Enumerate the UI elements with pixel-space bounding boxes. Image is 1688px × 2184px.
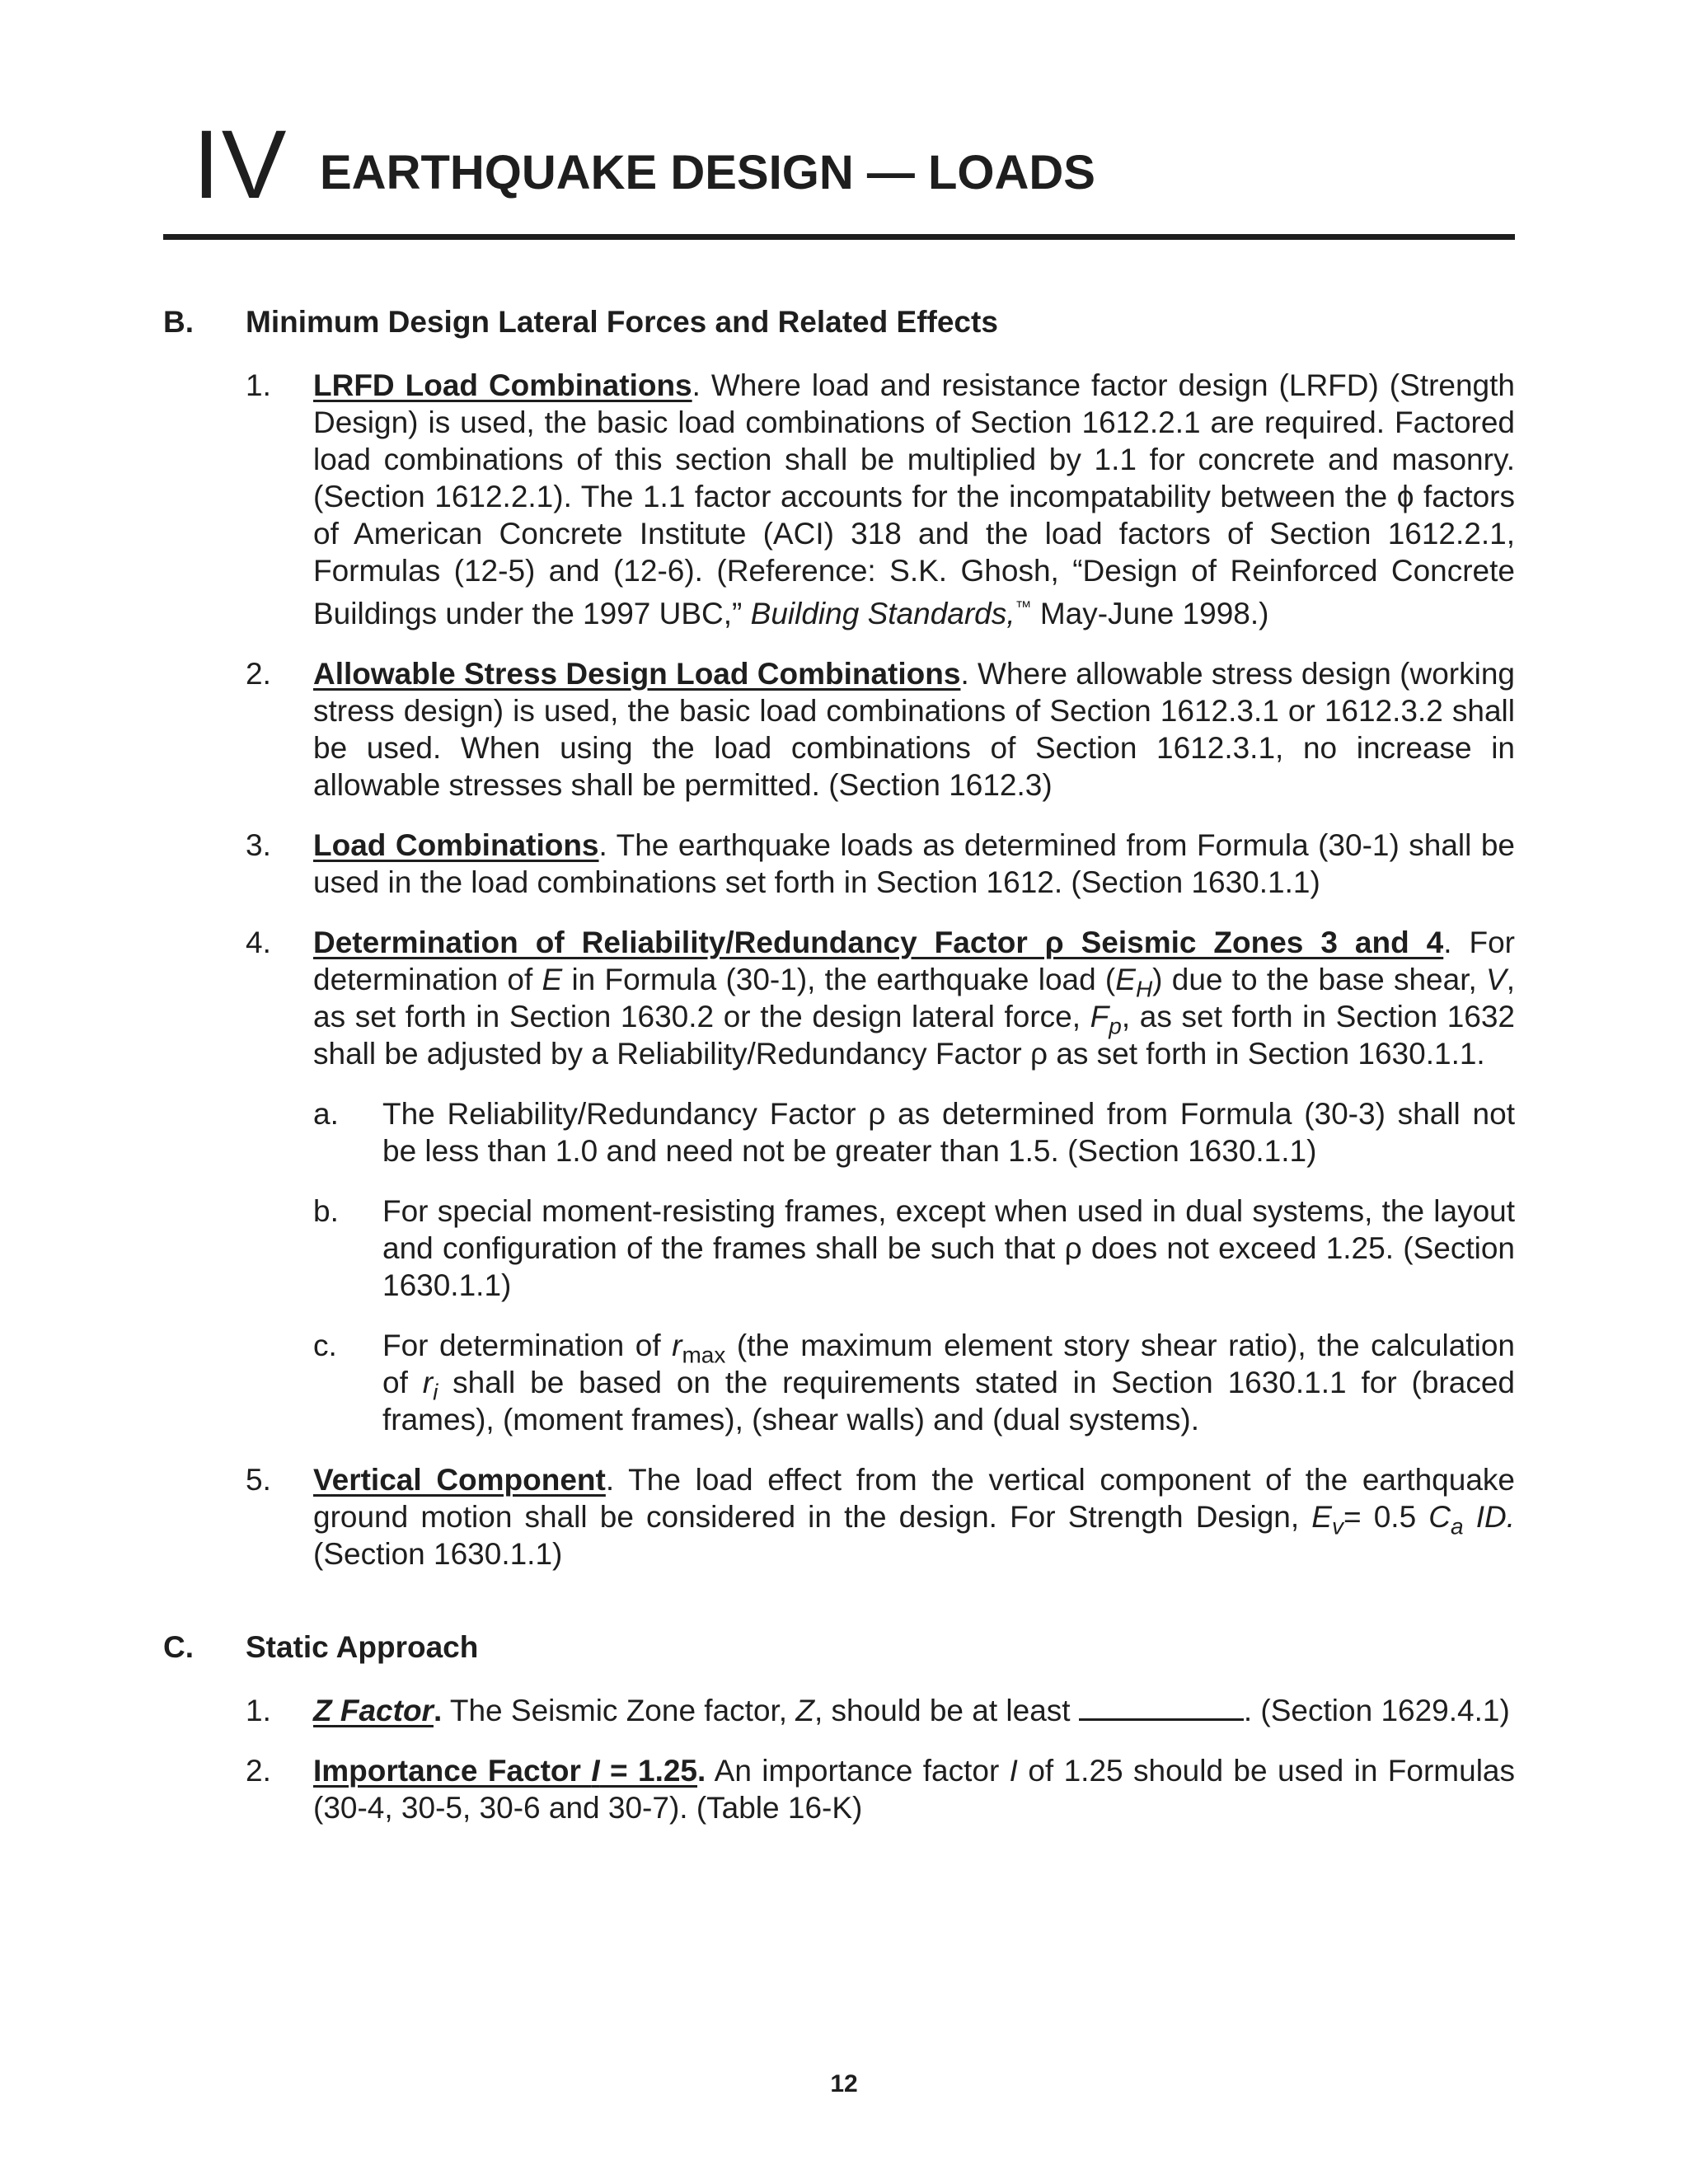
fill-in-blank (1079, 1694, 1244, 1721)
subscript-h: H (1135, 976, 1153, 1002)
item-body (313, 367, 1515, 632)
list-item-b4 (246, 924, 1515, 1072)
list-item-c1 (246, 1692, 1515, 1729)
list-item-b2 (246, 655, 1515, 804)
sub-item-a (313, 1095, 1515, 1169)
subscript-v: v (1331, 1513, 1343, 1540)
sub-item-label: b. (313, 1194, 339, 1228)
subscript-i: i (433, 1379, 438, 1405)
symbol-e: E (542, 963, 563, 996)
sub-item-text: (the maximum element story shear ratio), the calculation of (382, 1329, 1515, 1399)
item-text: in Formula (30-1), the earthquake load ( (562, 963, 1116, 996)
sub-item-text: shall be based on the requirements stated in Section 1630.1.1 for (braced frames), (moment frames), (shear walls) and (dual systems). (382, 1366, 1515, 1436)
item-italic: Building Standards, (750, 597, 1015, 630)
item-text: , as set forth in Section 1630.2 or the design lateral force, (313, 963, 1515, 1033)
item-heading: LRFD Load Combinations (313, 368, 692, 402)
item-body (313, 1692, 1515, 1729)
item-text: An importance factor (706, 1754, 1010, 1788)
symbol-ri: r (422, 1366, 434, 1399)
symbol-i: I (1009, 1754, 1018, 1788)
item-text: . The earthquake loads as determined from Formula (30-1) shall be used in the load combinations set forth in Section 1612. (Section 1630.1.1) (313, 828, 1515, 899)
symbol-ev: E (1311, 1500, 1332, 1534)
section-letter: C. (163, 1630, 194, 1664)
item-heading-symbol: I (591, 1754, 600, 1788)
item-body (313, 827, 1515, 901)
section-c-heading (163, 1629, 1515, 1666)
item-text: (Section 1630.1.1) (313, 1537, 563, 1571)
item-text: The Seismic Zone factor, (442, 1694, 796, 1727)
subscript-p: p (1109, 1013, 1122, 1039)
section-title: Minimum Design Lateral Forces and Related Effects (246, 305, 998, 339)
list-item-b1 (246, 367, 1515, 632)
item-text: . The load effect from the vertical component of the earthquake ground motion shall be considered in the design. For Strength Design, (313, 1463, 1515, 1534)
symbol-r: r (672, 1329, 682, 1362)
item-text: . (Section 1629.4.1) (1243, 1694, 1510, 1727)
list-item-c2 (246, 1752, 1515, 1826)
subscript-max: max (682, 1342, 726, 1368)
sub-item-text: For special moment-resisting frames, except when used in dual systems, the layout and configuration of the frames shall be such that ρ does not exceed 1.25. (Section 1630.1.1) (382, 1194, 1515, 1302)
item-text: ) due to the base shear, (1152, 963, 1487, 996)
chapter-numeral: IV (193, 110, 288, 219)
item-body (313, 924, 1515, 1072)
page-number: 12 (830, 2070, 858, 2097)
item-body (313, 1461, 1515, 1572)
chapter-title: EARTHQUAKE DESIGN — LOADS (320, 146, 1095, 199)
sub-item-text: For determination of (382, 1329, 673, 1362)
item-text: , as set forth in Section 1632 shall be adjusted by a Reliability/Redundancy Factor ρ as set forth in Section 1630.1.1. (313, 1000, 1515, 1071)
item-heading: Load Combinations (313, 828, 599, 862)
item-text: , should be at least (814, 1694, 1079, 1727)
sub-item-c (313, 1327, 1515, 1438)
symbol-id: ID. (1463, 1500, 1516, 1534)
item-number: 2. (246, 657, 271, 691)
sub-item-label: c. (313, 1329, 337, 1362)
item-text: . Where allowable stress design (working stress design) is used, the basic load combinations of Section 1612.3.1 or 1612.3.2 shall be used. When using the load combinations of Section 1612.3.1, no increase in allowable stresses shall be permitted. (Section 1612.3) (313, 657, 1515, 802)
chapter-header (163, 110, 1515, 219)
item-number: 5. (246, 1463, 271, 1497)
section-b-heading (163, 303, 1515, 340)
symbol-ca: C (1428, 1500, 1451, 1534)
symbol-fp: F (1090, 1000, 1109, 1033)
sub-item-body (382, 1327, 1515, 1438)
item-heading-value: = 1.25 (599, 1754, 698, 1788)
sub-item-b (313, 1193, 1515, 1304)
header-rule (163, 234, 1515, 240)
item-number: 4. (246, 926, 271, 959)
item-number: 1. (246, 1694, 271, 1727)
subscript-a: a (1451, 1513, 1464, 1540)
item-body (313, 1752, 1515, 1826)
item-tail: May-June 1998.) (1031, 597, 1269, 630)
item-heading: Z Factor (313, 1694, 434, 1727)
item-body (313, 655, 1515, 804)
item-text: . For determination of (313, 926, 1515, 996)
item-heading: Determination of Reliability/Redundancy Factor ρ Seismic Zones 3 and 4 (313, 926, 1444, 959)
section-letter: B. (163, 305, 194, 339)
item-number: 2. (246, 1754, 271, 1788)
symbol-z: Z (795, 1694, 814, 1727)
item-heading: Importance Factor (313, 1754, 592, 1788)
item-heading: Vertical Component (313, 1463, 606, 1497)
trademark-symbol: ™ (1015, 598, 1032, 616)
list-item-b3 (246, 827, 1515, 901)
item-number: 3. (246, 828, 271, 862)
sub-item-label: a. (313, 1097, 339, 1131)
heading-period: . (433, 1694, 443, 1727)
item-text: of 1.25 should be used in Formulas (30-4, 30-5, 30-6 and 30-7). (Table 16-K) (313, 1754, 1516, 1825)
symbol-eh: E (1115, 963, 1136, 996)
item-text: = 0.5 (1343, 1500, 1429, 1534)
section-title: Static Approach (246, 1630, 479, 1664)
list-item-b5 (246, 1461, 1515, 1572)
heading-period: . (697, 1754, 706, 1788)
symbol-v: V (1486, 963, 1507, 996)
page-content (163, 303, 1515, 1826)
item-text: . Where load and resistance factor design (LRFD) (Strength Design) is used, the basic load combinations of Section 1612.2.1 are required. Factored load combinations of this section shall be multiplied by 1.1 for concrete and masonry. (Section 1612.2.1). The 1.1 factor accounts for the incompatability between the ϕ factors of American Concrete Institute (ACI) 318 and the load factors of Section 1612.2.1, Formulas (12-5) and (12-6). (Reference: S.K. Ghosh, “Design of Reinforced Concrete Buildings under the 1997 UBC,” (313, 368, 1515, 630)
sub-item-text: The Reliability/Redundancy Factor ρ as determined from Formula (30-3) shall not be less than 1.0 and need not be greater than 1.5. (Section 1630.1.1) (382, 1097, 1515, 1168)
item-number: 1. (246, 368, 271, 402)
item-heading: Allowable Stress Design Load Combinations (313, 657, 961, 691)
